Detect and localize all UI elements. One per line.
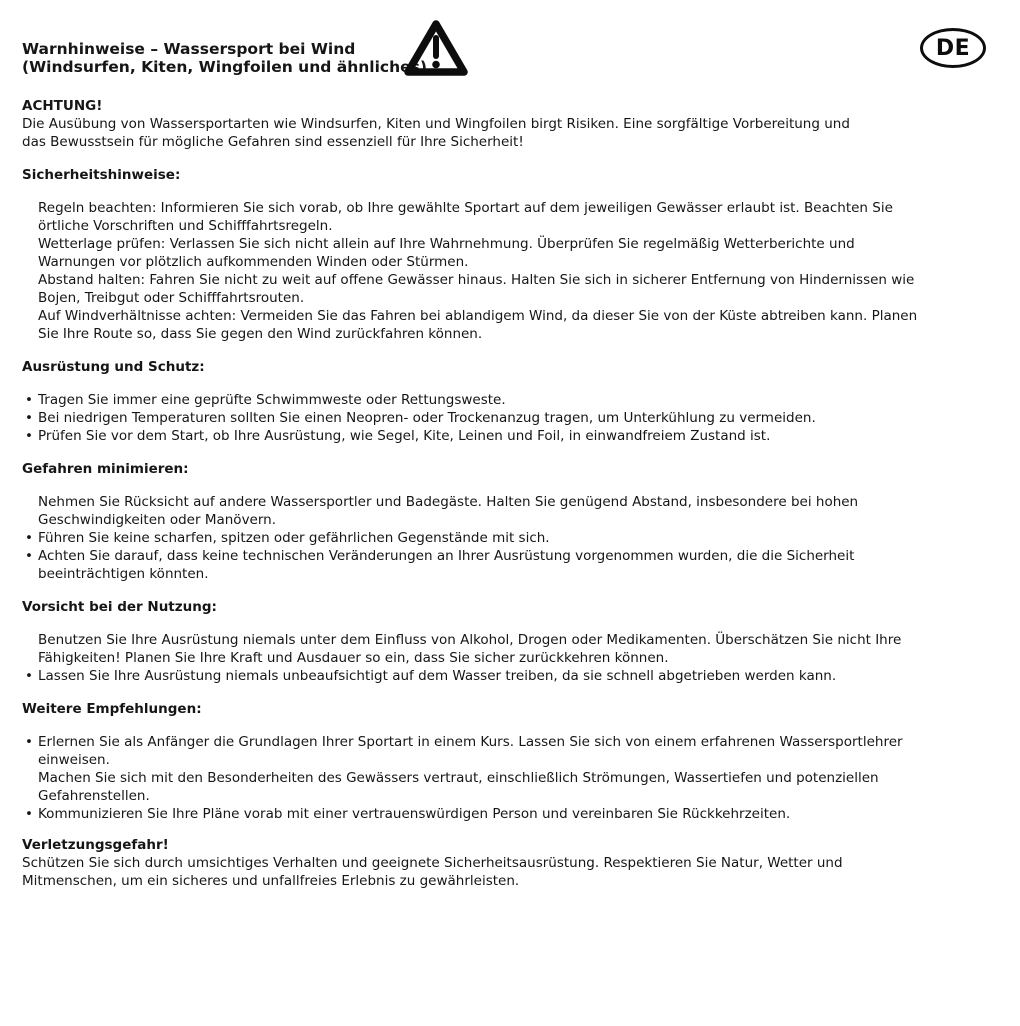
text-line: Wetterlage prüfen: Verlassen Sie sich nicht allein auf Ihre Wahrnehmung. Überprüfen Sie regelmäßig Wetterberichte und <box>38 236 855 252</box>
section-weitere-empfehlungen <box>22 700 998 823</box>
text-line: Benutzen Sie Ihre Ausrüstung niemals unter dem Einfluss von Alkohol, Drogen oder Medikamenten. Überschätzen Sie nicht Ihre <box>38 632 902 648</box>
text-line: Die Ausübung von Wassersportarten wie Windsurfen, Kiten und Wingfoilen birgt Risiken. Eine sorgfältige Vorbereitung und <box>22 116 850 132</box>
bullet-icon: • <box>25 734 33 750</box>
text-line: Lassen Sie Ihre Ausrüstung niemals unbeaufsichtigt auf dem Wasser treiben, da sie schnell abgetrieben werden kann. <box>38 668 837 684</box>
language-badge-label: DE <box>935 35 971 61</box>
section-heading: ACHTUNG! <box>22 98 103 114</box>
bullet-icon: • <box>25 410 33 426</box>
language-badge <box>920 28 986 68</box>
text-line: Geschwindigkeiten oder Manövern. <box>38 512 277 528</box>
page-title-line-1: Warnhinweise – Wassersport bei Wind <box>22 40 356 58</box>
section-heading: Gefahren minimieren: <box>22 461 189 477</box>
section-heading: Sicherheitshinweise: <box>22 167 181 183</box>
list-item <box>22 805 998 823</box>
document-header <box>22 20 998 84</box>
text-line: beeinträchtigen könnten. <box>38 566 209 582</box>
text-line: Erlernen Sie als Anfänger die Grundlagen Ihrer Sportart in einem Kurs. Lassen Sie sich von einem erfahrenen Wassersportlehrer <box>38 734 903 750</box>
text-line: Kommunizieren Sie Ihre Pläne vorab mit einer vertrauenswürdigen Person und vereinbaren Sie Rückkehrzeiten. <box>38 806 791 822</box>
text-line: das Bewusstsein für mögliche Gefahren sind essenziell für Ihre Sicherheit! <box>22 134 524 150</box>
section-achtung <box>22 97 998 151</box>
section-heading: Vorsicht bei der Nutzung: <box>22 599 217 615</box>
text-line: Auf Windverhältnisse achten: Vermeiden Sie das Fahren bei ablandigem Wind, da dieser Sie von der Küste abtreiben kann. Planen <box>38 308 918 324</box>
text-line: Nehmen Sie Rücksicht auf andere Wassersportler und Badegäste. Halten Sie genügend Abstand, insbesondere bei hohen <box>38 494 859 510</box>
list-item <box>22 427 998 445</box>
text-line: Bei niedrigen Temperaturen sollten Sie einen Neopren- oder Trockenanzug tragen, um Unterkühlung zu vermeiden. <box>38 410 816 426</box>
text-line: einweisen. <box>38 752 110 768</box>
section-ausruestung-und-schutz <box>22 358 998 445</box>
list-item <box>22 667 998 685</box>
section-heading: Ausrüstung und Schutz: <box>22 359 205 375</box>
section-gefahren-minimieren <box>22 460 998 583</box>
text-line: Gefahrenstellen. <box>38 788 150 804</box>
list-item <box>22 769 998 805</box>
section-heading: Verletzungsgefahr! <box>22 837 169 853</box>
list-item <box>22 547 998 583</box>
text-line: Warnungen vor plötzlich aufkommenden Winden oder Stürmen. <box>38 254 469 270</box>
page-title <box>22 40 427 76</box>
bullet-icon: • <box>25 392 33 408</box>
text-line: Machen Sie sich mit den Besonderheiten des Gewässers vertraut, einschließlich Strömungen, Wassertiefen und potenziellen <box>38 770 879 786</box>
section-heading: Weitere Empfehlungen: <box>22 701 202 717</box>
list-item <box>22 493 998 529</box>
text-line: örtliche Vorschriften und Schifffahrtsregeln. <box>38 218 333 234</box>
text-line: Abstand halten: Fahren Sie nicht zu weit auf offene Gewässer hinaus. Halten Sie sich in sicherer Entfernung von Hindernissen wie <box>38 272 915 288</box>
text-line: Regeln beachten: Informieren Sie sich vorab, ob Ihre gewählte Sportart auf dem jeweiligen Gewässer erlaubt ist. Beachten Sie <box>38 200 893 216</box>
list-item <box>22 307 998 343</box>
bullet-icon: • <box>25 530 33 546</box>
section-vorsicht-bei-der-nutzung <box>22 598 998 685</box>
section-verletzungsgefahr <box>22 836 998 890</box>
list-item <box>22 271 998 307</box>
paragraph <box>22 854 998 890</box>
warning-triangle-icon <box>403 17 469 79</box>
list-item <box>22 199 998 235</box>
list-item <box>22 733 998 769</box>
bullet-icon: • <box>25 806 33 822</box>
text-line: Achten Sie darauf, dass keine technischen Veränderungen an Ihrer Ausrüstung vorgenommen wurden, die die Sicherheit <box>38 548 855 564</box>
text-line: Sie Ihre Route so, dass Sie gegen den Wind zurückfahren können. <box>38 326 483 342</box>
list-item <box>22 529 998 547</box>
text-line: Führen Sie keine scharfen, spitzen oder gefährlichen Gegenstände mit sich. <box>38 530 550 546</box>
page-title-line-2: (Windsurfen, Kiten, Wingfoilen und ähnliches) <box>22 58 427 76</box>
paragraph <box>22 115 998 151</box>
bullet-icon: • <box>25 548 33 564</box>
text-line: Prüfen Sie vor dem Start, ob Ihre Ausrüstung, wie Segel, Kite, Leinen und Foil, in einwandfreiem Zustand ist. <box>38 428 771 444</box>
text-line: Mitmenschen, um ein sicheres und unfallfreies Erlebnis zu gewährleisten. <box>22 873 520 889</box>
text-line: Bojen, Treibgut oder Schifffahrtsrouten. <box>38 290 305 306</box>
bullet-icon: • <box>25 428 33 444</box>
list-item <box>22 235 998 271</box>
text-line: Schützen Sie sich durch umsichtiges Verhalten und geeignete Sicherheitsausrüstung. Respektieren Sie Natur, Wetter und <box>22 855 843 871</box>
list-item <box>22 391 998 409</box>
text-line: Fähigkeiten! Planen Sie Ihre Kraft und Ausdauer so ein, dass Sie sicher zurückkehren können. <box>38 650 669 666</box>
list-item <box>22 631 998 667</box>
list-item <box>22 409 998 427</box>
section-sicherheitshinweise <box>22 166 998 343</box>
bullet-icon: • <box>25 668 33 684</box>
text-line: Tragen Sie immer eine geprüfte Schwimmweste oder Rettungsweste. <box>38 392 506 408</box>
